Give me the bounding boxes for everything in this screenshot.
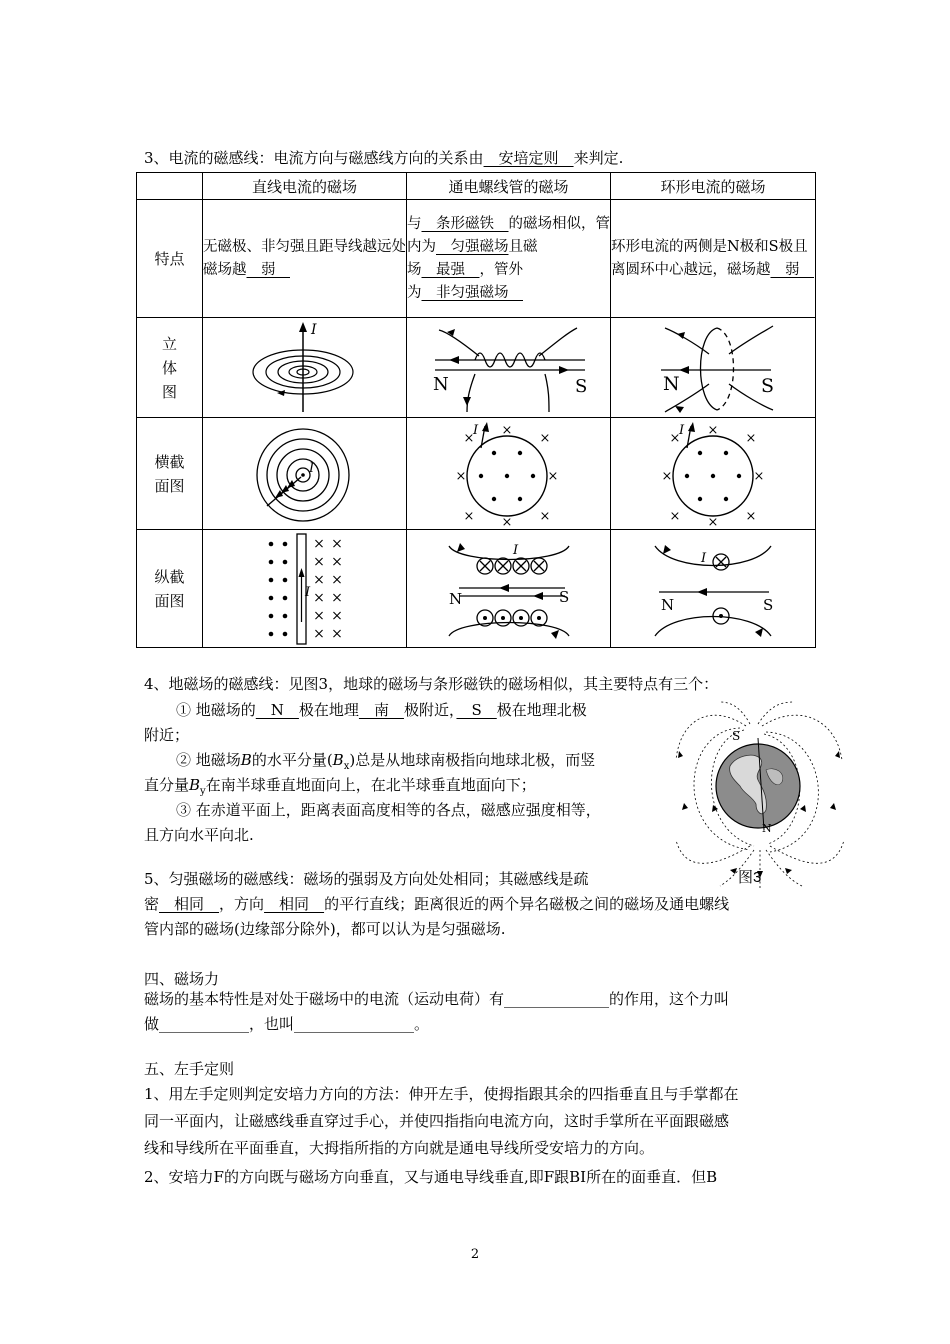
ring-longi-figure <box>613 532 813 646</box>
sec3-line <box>144 147 623 169</box>
ring-cross-figure <box>613 420 813 528</box>
sec-left-title <box>144 1058 234 1080</box>
straight-cross-figure <box>205 420 405 528</box>
sec-left-l1: 1、用左手定则判定安培力方向的方法：伸开左手，使拇指跟其余的四指垂直且与手掌都在 <box>144 1085 739 1103</box>
solenoid-stereo-figure <box>409 320 609 416</box>
svg-text:×: × <box>330 589 343 606</box>
sec5-e: 管内部的磁场(边缘部分除外)，都可以认为是匀强磁场. <box>144 920 506 938</box>
sec-left-line1 <box>144 1083 739 1105</box>
svg-text:×: × <box>661 468 673 484</box>
sec5-c: ，方向 <box>219 895 265 913</box>
svg-text:×: × <box>330 571 343 588</box>
straight-cross-current-label: I <box>308 460 314 476</box>
sec4-p1-a: ① 地磁场的 <box>176 701 256 719</box>
svg-text:×: × <box>312 625 325 642</box>
svg-text:×: × <box>330 553 343 570</box>
sec4-p2-By: B <box>189 776 201 794</box>
sec4-p2-b: 的水平分量( <box>251 751 333 769</box>
solenoid-text-2: 的磁场相似，管内为 <box>407 215 610 255</box>
row-label-longi <box>137 530 203 648</box>
sec5-blank2: 相同 <box>264 895 325 913</box>
sec3-text: 3、电流的磁感线：电流方向与磁感线方向的关系由 <box>144 149 484 167</box>
sec4-p2-y: y <box>200 786 206 797</box>
sec4-p1-e: 极在地理北极 <box>496 701 587 719</box>
table-header-row <box>137 173 816 200</box>
sec-left-line3 <box>144 1137 654 1159</box>
svg-text:×: × <box>330 625 343 642</box>
straight-stereo-current-label: I <box>310 321 317 338</box>
solenoid-text-1: 与 <box>407 215 422 232</box>
ring-stereo-s-label: S <box>761 374 775 397</box>
cell-solenoid-stereo <box>407 318 611 418</box>
svg-text:×: × <box>707 422 719 438</box>
earth-s-label: S <box>732 729 741 743</box>
earth-n-label: N <box>762 822 772 835</box>
page-number: 2 <box>470 1247 480 1262</box>
sec5-b: 密 <box>144 895 160 913</box>
magnetic-field-table <box>136 172 816 648</box>
svg-text:×: × <box>501 514 512 528</box>
sec3-blank: 安培定则 <box>483 149 574 167</box>
ring-feature-text: 环形电流的两侧是N极和S极且离圆环中心越远，磁场越 <box>611 238 808 278</box>
sec4-p3-a: ③ 在赤道平面上，距离表面高度相等的各点，磁感应强度相等， <box>176 801 601 819</box>
ring-longi-s-label: S <box>763 595 774 614</box>
sec4-intro-text: 4、地磁场的磁感线：见图3，地球的磁场与条形磁铁的磁场相似，其主要特点有三个： <box>144 675 719 693</box>
sec4-p1-blank2: 南 <box>358 701 404 719</box>
svg-text:×: × <box>455 468 466 484</box>
solenoid-cross-current-label: I <box>472 422 478 438</box>
cell-straight-cross <box>203 418 407 530</box>
straight-feature-text: 无磁极、非匀强且距导线越远处磁场越 <box>203 238 406 278</box>
sec4-point1-cont <box>144 724 189 746</box>
straight-longi-figure <box>205 532 405 646</box>
solenoid-blank-2: 匀强磁场 <box>436 238 509 255</box>
solenoid-longi-n-label: N <box>448 589 462 608</box>
table-row-longi <box>137 530 816 648</box>
sec5-blank1: 相同 <box>159 895 220 913</box>
sec4-p1-c: 极在地理 <box>298 701 359 719</box>
sec-left-l3: 线和导线所在平面垂直，大拇指所指的方向就是通电导线所受安培力的方向。 <box>144 1139 655 1157</box>
sec-left-line2 <box>144 1110 729 1132</box>
sec5-line1 <box>144 868 589 890</box>
row-label-features <box>137 200 203 318</box>
sec-force-title <box>144 968 219 990</box>
sec-left-line4 <box>144 1166 717 1188</box>
solenoid-stereo-n-label: N <box>432 373 449 395</box>
cell-ring-features <box>611 200 816 318</box>
straight-feature-blank: 弱 <box>246 261 290 278</box>
earth-magnetic-field-figure <box>670 700 850 890</box>
row-label-longi-text: 纵截面图 <box>154 567 185 610</box>
table-row-cross <box>137 418 816 530</box>
figure-3-caption: 图3 <box>738 869 762 886</box>
svg-text:×: × <box>312 589 325 606</box>
sec4-intro <box>144 673 718 695</box>
sec5-a: 5、匀强磁场的磁感线：磁场的强弱及方向处处相同；其磁感线是疏 <box>144 870 589 888</box>
ring-longi-current-label: I <box>701 550 707 566</box>
cell-solenoid-longi <box>407 530 611 648</box>
sec4-p1-blank1: N <box>255 701 299 719</box>
header-ring: 环形电流的磁场 <box>611 173 816 200</box>
svg-text:×: × <box>669 430 681 446</box>
sec4-p2-x: x <box>343 761 350 772</box>
sec3-text-end: 来判定. <box>573 149 624 167</box>
svg-text:×: × <box>312 553 325 570</box>
svg-text:×: × <box>463 430 474 446</box>
row-label-cross <box>137 418 203 530</box>
cell-straight-stereo <box>203 318 407 418</box>
sec5-d: 的平行直线；距离很近的两个异名磁极之间的磁场及通电螺线 <box>324 895 730 913</box>
ring-cross-current-label: I <box>679 422 685 438</box>
sec4-p2-c: )总是从地球南极指向地球北极，而竖 <box>349 751 596 769</box>
sec-force-title-text: 四、磁场力 <box>144 970 220 988</box>
svg-text:×: × <box>669 508 681 524</box>
header-solenoid: 通电螺线管的磁场 <box>407 173 611 200</box>
straight-longi-current-label: I <box>304 584 310 600</box>
sec4-p2-e: 在南半球垂直地面向上，在北半球垂直地面向下； <box>205 776 536 794</box>
sec-force-line1 <box>144 988 729 1010</box>
svg-text:×: × <box>745 508 757 524</box>
solenoid-blank-1: 条形磁铁 <box>421 215 509 232</box>
svg-text:×: × <box>312 607 325 624</box>
table-row-features <box>137 200 816 318</box>
ring-feature-blank: 弱 <box>770 261 814 278</box>
svg-text:×: × <box>312 571 325 588</box>
table-row-stereo <box>137 318 816 418</box>
svg-text:×: × <box>312 535 325 552</box>
svg-text:×: × <box>753 468 765 484</box>
sec4-point3 <box>176 799 601 821</box>
ring-stereo-n-label: N <box>663 372 680 395</box>
cell-solenoid-cross <box>407 418 611 530</box>
solenoid-longi-figure <box>409 532 609 646</box>
solenoid-stereo-s-label: S <box>574 375 587 397</box>
sec4-point1 <box>176 699 587 721</box>
cell-ring-stereo <box>611 318 816 418</box>
svg-text:×: × <box>539 430 550 446</box>
sec-force-l2: 做____________，也叫________________。 <box>144 1015 430 1033</box>
row-label-features-text: 特点 <box>154 249 185 268</box>
sec4-p1-blank3: S <box>456 701 497 719</box>
svg-text:×: × <box>539 508 550 524</box>
sec-left-l4: 2、安培力F的方向既与磁场方向垂直，又与通电导线垂直,即F跟BI所在的面垂直．但B <box>144 1168 718 1186</box>
svg-text:×: × <box>330 535 343 552</box>
solenoid-cross-figure <box>409 420 609 528</box>
sec4-p2-B: B <box>240 751 252 769</box>
sec-left-title-text: 五、左手定则 <box>144 1060 235 1078</box>
solenoid-blank-4: 非匀强磁场 <box>421 284 523 301</box>
sec-force-line2 <box>144 1013 429 1035</box>
sec4-p1-d: 极附近， <box>403 701 457 719</box>
straight-stereo-figure <box>205 320 405 416</box>
svg-text:×: × <box>547 468 558 484</box>
sec4-point3-cont <box>144 824 254 846</box>
solenoid-longi-s-label: S <box>558 587 569 606</box>
sec-force-l1: 磁场的基本特性是对处于磁场中的电流（运动电荷）有______________的作用，这个力叫 <box>144 990 730 1008</box>
sec4-p3-b: 且方向水平向北. <box>144 826 254 844</box>
header-straight: 直线电流的磁场 <box>203 173 407 200</box>
row-label-stereo <box>137 318 203 418</box>
header-empty <box>137 173 203 200</box>
solenoid-text-4: ，管外为 <box>407 261 523 301</box>
row-label-stereo-text: 立体图 <box>162 334 178 401</box>
sec4-p2-Bx: B <box>332 751 344 769</box>
sec4-p2-d: 直分量 <box>144 776 190 794</box>
ring-stereo-figure <box>613 320 813 416</box>
sec4-p1-f: 附近； <box>144 726 190 744</box>
solenoid-blank-3: 最强 <box>421 261 480 278</box>
row-label-cross-text: 横截面图 <box>154 452 185 495</box>
svg-text:×: × <box>707 514 719 528</box>
cell-straight-features <box>203 200 407 318</box>
svg-text:×: × <box>745 430 757 446</box>
sec5-line3 <box>144 918 505 940</box>
sec5-line2 <box>144 893 729 915</box>
cell-ring-cross <box>611 418 816 530</box>
svg-text:×: × <box>501 422 512 438</box>
solenoid-text-3: 且磁场 <box>407 238 538 278</box>
cell-straight-longi <box>203 530 407 648</box>
sec-left-l2: 同一平面内，让磁感线垂直穿过手心，并使四指指向电流方向，这时手掌所在平面跟磁感 <box>144 1112 730 1130</box>
svg-text:×: × <box>330 607 343 624</box>
cell-solenoid-features <box>407 200 611 318</box>
cell-ring-longi <box>611 530 816 648</box>
sec4-p2-a: ② 地磁场 <box>176 751 241 769</box>
solenoid-longi-current-label: I <box>512 542 518 558</box>
ring-longi-n-label: N <box>661 595 675 614</box>
svg-text:×: × <box>463 508 474 524</box>
